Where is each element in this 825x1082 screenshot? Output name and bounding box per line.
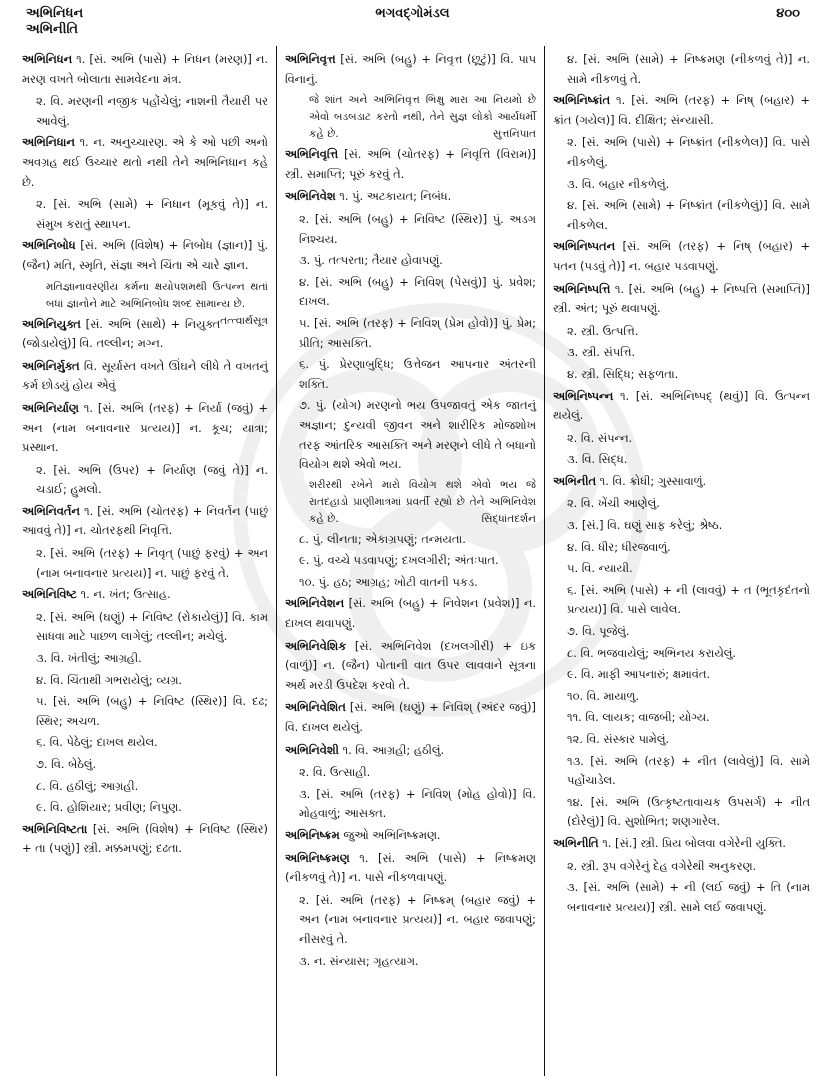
sense-definition: ૩. વિ. ખંતીલું; આગ્રહી. <box>36 651 142 666</box>
sense-definition: ૨. [સં. અભિ (તરફ) + નિવૃત્ (પાછું ફરવું) + અન (નામ બનાવનાર પ્રત્યય)] ન. પાછું ફરવું તે. <box>36 546 268 580</box>
dictionary-entry <box>553 834 810 854</box>
definition-text: [સં. અભિ (ચોતરફ) + નિવૃત્તિ (વિરામ)] સ્ત્રી. સમાપ્તિ; પૂરું કરવું તે. <box>285 147 536 181</box>
sense-definition: ૪. [સં. અભિ (સામે) + નિષ્ક્રાંત (નીકળેલું)] વિ. સામે નીકળેલ. <box>567 198 810 232</box>
sense-definition: ૧૩. [સં. અભિ (તરફ) + નીત (લાવેલું)] વિ. સામે પહોંચાડેલ. <box>567 753 810 788</box>
quote-source: સુત્તનિપાત <box>492 128 536 141</box>
dictionary-entry <box>285 849 536 888</box>
definition-text: ૧. વિ. આગ્રહી; હઠીલું. <box>338 742 445 757</box>
definition-text: ૧. ન. ખંત; ઉત્સાહ. <box>76 587 171 602</box>
dictionary-entry <box>553 91 810 130</box>
headword: અભિનિષ્ક્રમણ <box>285 850 350 865</box>
definition-text: ૧. [સં. અભિ (પાસે) + નિધન (મરણ)] ન. મરણ વખતે બોલાતા સામવેદના મંત્ર. <box>22 52 268 86</box>
sense-definition: ૨. સ્ત્રી. રૂપ વગેરેનું દેહ વગેરેથી અનુકરણ. <box>567 858 757 873</box>
definition-text: જુઓ અભિનિષ્ક્રમણ. <box>339 828 441 842</box>
dictionary-entry <box>22 236 268 275</box>
sense-definition: ૯. પું. વચ્ચે પડવાપણું; દખલગીરી; અંતઃપાત. <box>299 553 499 568</box>
definition-text: ૧. પું. અટકાયત; નિબંધ. <box>335 189 452 204</box>
definition-text: વિ. સૂર્યાસ્ત વખતે ઊંઘને લીધે તે વખતનું કર્મ છોડયું હોય એવું <box>22 358 268 393</box>
definition-text: ૧. વિ. ક્રોધી; ગુસ્સાવાળું. <box>596 473 707 488</box>
headword: અભિનિષ્પન્ન <box>553 388 614 403</box>
sense-definition: ૯. વિ. હોશિયાર; પ્રવીણ; નિપુણ. <box>36 800 182 815</box>
definition-text: [સં. અભિ (વિશેષ) + નિવિષ્ટ (સ્થિર) + તા (પણું)] સ્ત્રી. મક્કમપણું; દઢતા. <box>22 821 268 856</box>
sense-definition: ૨. [સં. અભિ (ઘણું) + નિવિષ્ટ (રોકાયેલું)] વિ. કામ સાધવા માટે પાછળ લાગેલું; તલ્લીન; મચેલું. <box>36 609 268 644</box>
headword: અભિનિવૃત્તિ <box>285 147 339 162</box>
sense-definition: ૪. સ્ત્રી. સિદ્ધિ; સફળતા. <box>567 366 679 381</box>
definition-text: [સં. અભિ (બહુ) + નિવેશન (પ્રવેશ)] ન. દાખલ થવાપણું. <box>285 596 536 631</box>
sense-definition: ૨. [સં. અભિ (તરફ) + નિષ્ક્રમ્ (બહાર જવું) + અન (નામ બનાવનાર પ્રત્યય)] ન. બહાર જવાપણું; નીસરવું તે. <box>299 892 536 946</box>
sense-definition: ૧૧. વિ. લાયક; વાજબી; યોગ્ય. <box>567 710 710 725</box>
dictionary-entry <box>553 280 810 319</box>
headword: અભિનીતિ <box>553 835 599 850</box>
sense-definition: ૪. વિ. ધીર; ધીરજવાળું. <box>567 539 671 554</box>
headword: અભિનિવિષ્ટતા <box>22 821 88 836</box>
definition-text: ૧. [સં. અભિ (પાસે) + નિષ્ક્રમણ (નીકળવું તે)] ન. પાસે નીકળવાપણું. <box>285 850 536 885</box>
definition-text: [સં. અભિનિવેશ (દખલગીરી) + ઇક (વાળું)] ન. (જૈન) પોતાની વાત ઉપર લાવવાને સૂત્રના અર્થ મરડી ઉપદેશ કરવો તે. <box>285 638 536 692</box>
sense-definition: ૧૦. પું. હઠ; આગ્રહ; ખોટી વાતની પકડ. <box>299 574 478 589</box>
dictionary-entry <box>285 187 536 207</box>
sense-definition: ૭. પું. (યોગ) મરણનો ભય ઉપજાવતું એક જાતનું અજ્ઞાન; દુન્યવી જીવન અને શારીરિક મોજશોખ તરફ આંતરિક આસક્તિ અને મરણને લીધે તે બધાનો વિયોગ થશે એવો ભય. <box>299 398 536 472</box>
headword: અભિનિષ્પતન <box>553 239 616 254</box>
headword: અભિનિર્મુક્ત <box>22 358 80 373</box>
sense-definition: ૩. સ્ત્રી. સંપત્તિ. <box>567 345 636 360</box>
headword: અભિનિર્યાણ <box>22 400 79 415</box>
sense-definition: ૨. સ્ત્રી. ઉત્પત્તિ. <box>567 323 639 338</box>
headword: અભિનિવેશિત <box>285 700 346 715</box>
sense-definition: ૪. વિ. ચિંતાથી ગભરાયેલું; વ્યગ્ર. <box>36 672 183 687</box>
sense-definition: ૮. વિ. ભજવાયેલું; અભિનય કરાયેલું. <box>567 645 737 660</box>
sense-definition: ૩. પું. તત્પરતા; તૈયાર હોવાપણું. <box>299 253 443 268</box>
page-number: ૪૦૦ <box>776 6 800 21</box>
guide-word-last: અભિનીતિ <box>26 22 79 37</box>
headword: અભિનિયુક્ત <box>22 316 81 331</box>
sense-definition: ૬. [સં. અભિ (પાસે) + ની (લાવવું) + ત (ભૂતકૃદંતનો પ્રત્યય)] વિ. પાસે લાવેલ. <box>567 582 810 617</box>
sense-definition: ૨. વિ. સંપન્ન. <box>567 430 633 445</box>
dictionary-entry <box>553 387 810 426</box>
headword: અભિનિષ્ક્રમ <box>285 828 340 842</box>
definition-text: [સં. અભિ (બહુ) + નિવૃત્ત (છૂટું)] વિ. પાપ વિનાનું. <box>285 52 536 86</box>
dictionary-entry <box>285 145 536 184</box>
sense-definition: ૫. [સં. અભિ (તરફ) + નિવિશ્ (પ્રેમ હોવો)] પું. પ્રેમ; પ્રીતિ; આસક્તિ. <box>299 315 536 350</box>
sense-definition: ૧૦. વિ. માયાળુ. <box>567 688 640 703</box>
dictionary-entry <box>553 472 810 492</box>
sense-definition: ૨. વિ. ઉત્સાહી. <box>299 765 371 780</box>
dictionary-entry <box>285 50 536 89</box>
sense-definition: ૪. [સં. અભિ (બહુ) + નિવિશ્ (પેસવું)] પું. પ્રવેશ; દાખલ. <box>299 274 536 309</box>
dictionary-entry <box>22 50 268 89</box>
definition-text: ૧. ન. અનુચ્ચારણ. એ કે ઓ પછી અનો અવગ્રહ થઈ ઉચ્ચાર થતો નથી તેને અભિનિધાન કહે છે. <box>22 135 268 189</box>
sense-definition: ૯. વિ. માફી આપનારું; ક્ષમાવંત. <box>567 667 711 682</box>
citation-quote <box>285 477 536 528</box>
headword: અભિનિવર્તન <box>22 503 80 518</box>
sense-definition: ૬. વિ. પેઠેલું; દાખલ થયેલ. <box>36 735 158 750</box>
sense-definition: ૭. વિ. બેઠેલું. <box>36 757 97 771</box>
definition-text: [સં. અભિ (ઘણું) + નિવિશ્ (અંદર જવું)] વિ. દાખલ થયેલું. <box>285 700 536 735</box>
headword: અભિનિવેશન <box>285 596 345 611</box>
sense-definition: ૩. વિ. સિદ્ધ. <box>567 452 628 467</box>
definition-text: [સં. અભિ (વિશેષ) + નિબોધ (જ્ઞાન)] પું. (જૈન) મતિ, સ્મૃતિ, સંજ્ઞા અને ચિંતા એ ચારે જ્ઞાન. <box>22 238 268 272</box>
dictionary-entry <box>22 502 268 541</box>
dictionary-entry <box>285 741 536 761</box>
quote-source: તત્ત્વાર્થસૂત્ર <box>220 314 268 327</box>
sense-definition: ૩. વિ. બહાર નીકળેલું. <box>567 176 670 191</box>
sense-definition: ૧૨. વિ. સંસ્કાર પામેલું. <box>567 732 670 746</box>
sense-definition: ૨. [સં. અભિ (બહુ) + નિવિષ્ટ (સ્થિર)] પું. અડગ નિશ્ચય. <box>299 211 536 246</box>
headword: અભિનિવેશી <box>285 742 339 757</box>
definition-text: ૧. [સં. અભિ (તરફ) + નિર્યા (જવું) + અન (નામ બનાવનાર પ્રત્યય)] ન. કૂચ; યાત્રા; પ્રસ્થાન. <box>22 400 268 455</box>
headword: અભિનિવૃત્ત <box>285 52 336 66</box>
sense-definition: ૨. વિ. મરણની નજીક પહોંચેલું; નાશની તૈયારી પર આવેલું. <box>36 94 268 128</box>
headword: અભિનિબોધ <box>22 238 76 253</box>
sense-definition: ૭. વિ. પૂજેલું. <box>567 624 630 639</box>
headword: અભિનિષ્પત્તિ <box>553 281 611 296</box>
headword: અભિનિધાન <box>22 135 75 150</box>
quote-source: સિદ્ધાંતદર્શન <box>481 512 536 525</box>
dictionary-entry <box>285 826 536 846</box>
definition-text: ૧. [સં. અભિનિષ્પદ્ (થવું)] વિ. ઉત્પન્ન થયેલું. <box>553 388 810 423</box>
citation-quote <box>285 92 536 143</box>
sense-definition: ૩. [સં. અભિ (તરફ) + નિવિશ્ (મોહ હોવો)] વિ. મોહવાળું; આસક્ત. <box>299 786 536 821</box>
headword: અભિનિધન <box>22 52 73 66</box>
sense-definition: ૮. પું. લીનતા; એકાગ્રપણું; તન્મયતા. <box>299 531 466 546</box>
dictionary-entry <box>285 637 536 696</box>
dictionary-entry <box>22 133 268 192</box>
sense-definition: ૩. ન. સંન્યાસ; ગૃહત્યાગ. <box>299 953 419 968</box>
page-header <box>0 0 825 44</box>
guide-word-first: અભિનિધન <box>26 6 84 21</box>
definition-text: [સં. અભિ (સાથે) + નિયુક્ત (જોડાયેલું)] વિ. તલ્લીન; મગ્ન. <box>22 316 221 351</box>
dictionary-entry <box>22 585 268 605</box>
headword: અભિનિવેશિક <box>285 638 347 653</box>
dictionary-entry <box>22 399 268 458</box>
dictionary-columns <box>18 46 818 1076</box>
dictionary-entry <box>285 594 536 633</box>
sense-definition: ૫. [સં. અભિ (બહુ) + નિવિષ્ટ (સ્થિર)] વિ. દઢ; સ્થિર; અચળ. <box>36 694 268 728</box>
book-title: ભગવદ્ગોમંડલ <box>375 6 450 21</box>
dictionary-entry <box>22 357 268 396</box>
sense-definition: ૧૪. [સં. અભિ (ઉત્કૃષ્ટતાવાચક ઉપસર્ગ) + નીત (દોરેલું)] વિ. સુશોભિત; શણગારેલ. <box>567 794 810 829</box>
sense-definition: ૮. વિ. હઠીલું; આગ્રહી. <box>36 778 139 793</box>
sense-definition: ૨. વિ. ખેંચી આણેલું. <box>567 496 660 511</box>
sense-definition: ૩. [સં. અભિ (સામે) + ની (લઈ જવું) + તિ (નામ બનાવનાર પ્રત્યય)] સ્ત્રી. સામે લઈ જવાપણું. <box>567 880 810 914</box>
dictionary-entry <box>22 820 268 859</box>
sense-definition: ૪. [સં. અભિ (સામે) + નિષ્ક્રમણ (નીકળવું તે)] ન. સામે નીકળવું તે. <box>567 52 810 86</box>
column-1 <box>18 46 277 1076</box>
sense-definition: ૨. [સં. અભિ (ઉપર) + નિર્યાણ (જવું તે)] ન. ચડાઈ; હુમલો. <box>36 462 268 497</box>
sense-definition: ૨. [સં. અભિ (પાસે) + નિષ્ક્રાંત (નીકળેલ)] વિ. પાસે નીકળેલું. <box>567 135 810 169</box>
sense-definition: ૬. પું. પ્રેરણાબુદ્ધિ; ઉત્તેજન આપનાર અંતરની શક્તિ. <box>299 357 536 391</box>
sense-definition: ૨. [સં. અભિ (સામે) + નિધાન (મૂકવું તે)] ન. સંમુખ કરાતું સ્થાપન. <box>36 197 268 231</box>
definition-text: ૧. [સં. અભિ (ચોતરફ) + નિવર્તન (પાછું આવવું તે)] ન. ચોતરફથી નિવૃત્તિ. <box>22 503 268 538</box>
definition-text: ૧. [સં.] સ્ત્રી. પ્રિય બોલવા વગેરેની યુક્તિ. <box>598 835 787 850</box>
headword: અભિનિષ્ક્રાંત <box>553 93 611 108</box>
column-2 <box>277 46 545 1076</box>
definition-text: [સં. અભિ (તરફ) + નિષ્ (બહાર) + પતન (પડવું તે)] ન. બહાર પડવાપણું. <box>553 239 810 273</box>
quote-text: મતિજ્ઞાનાવરણીય કર્મના ક્ષયોપશમથી ઉત્પન્ન થતાં બધાં જ્ઞાનોને માટે અભિનિબોધ શબ્દ સામાન્ય છે. <box>46 280 268 310</box>
headword: અભિનિવેશ <box>285 189 336 204</box>
dictionary-entry <box>553 237 810 276</box>
quote-text: જે શાંત અને અભિનિવૃત્ત ભિક્ષુ મારા આ નિયમો છે એવો બડબડાટ કરતો નથી, તેને સુજ્ઞ લોકો આર્યધર્મી કહે છે. <box>309 94 536 141</box>
definition-text: ૧. [સં. અભિ (તરફ) + નિષ્ (બહાર) + ક્રાંત (ગયેલ)] વિ. દીક્ષિત; સંન્યાસી. <box>553 93 810 127</box>
quote-text: શરીરથી રખેને મારો વિયોગ થશે એવો ભય જે રાતદહાડો પ્રાણીમાત્રમાં પ્રવર્તી રહ્યો છે તેને અભિનિવેશ કહે છે. <box>309 478 536 525</box>
definition-text: ૧. [સં. અભિ (બહુ) + નિષ્પત્તિ (સમાપ્તિ)] સ્ત્રી. અંત; પૂરું થવાપણું. <box>553 281 810 316</box>
headword: અભિનિવિષ્ટ <box>22 587 77 602</box>
headword: અભિનીત <box>553 473 596 488</box>
column-3 <box>545 46 818 1076</box>
sense-definition: ૫. વિ. ન્યાયી. <box>567 561 633 576</box>
sense-definition: ૩. [સં.] વિ. ઘણું સાફ કરેલું; શ્રેષ્ઠ. <box>567 518 723 533</box>
dictionary-entry <box>285 698 536 737</box>
